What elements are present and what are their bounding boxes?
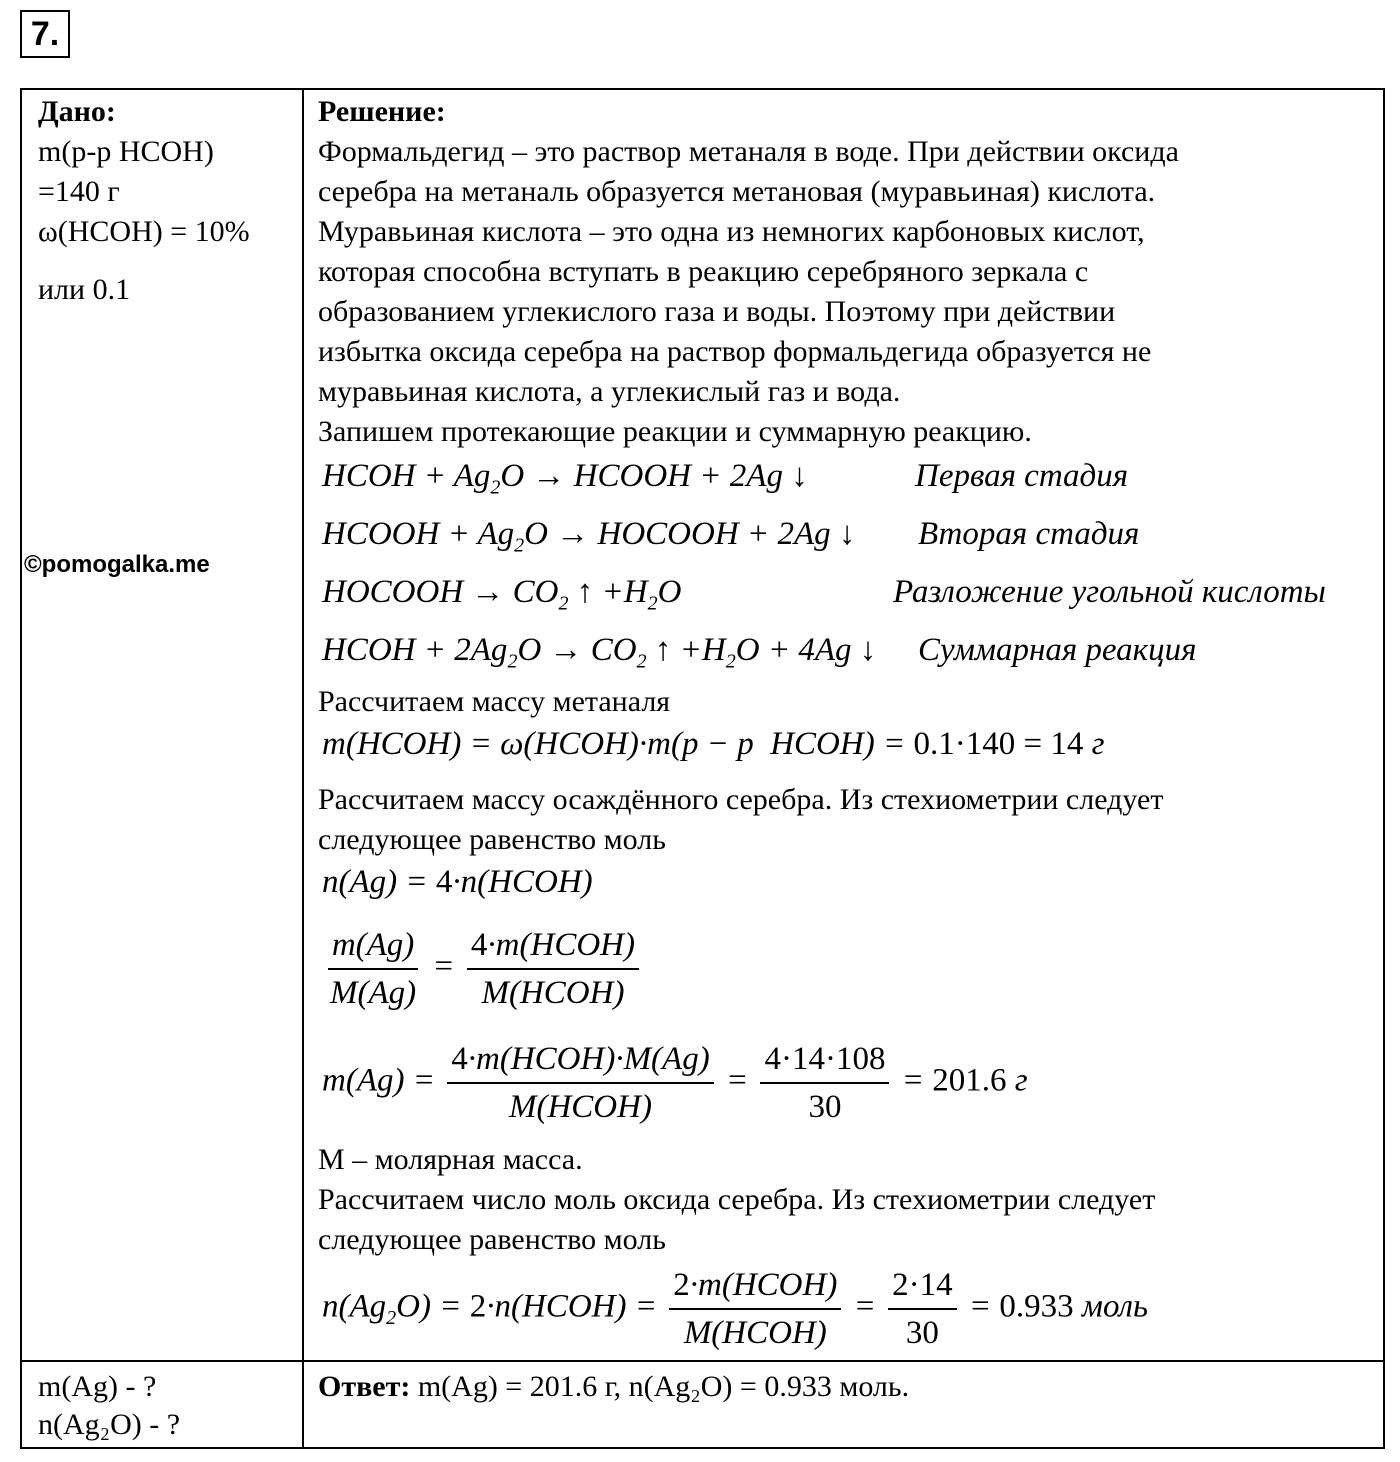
answer-text: m(Ag) = 201.6 г, n(Ag₂O) = 0.933 моль. [410,1370,910,1403]
text-line: Рассчитаем число моль оксида серебра. Из стехиометрии следует [318,1183,1156,1216]
formula-mass-hcoh: m(HCOH) = ω(HCOH)·m(p − p HCOH) = 0.1·140 = 14 г [322,726,1105,762]
watermark: ©pomogalka.me [24,551,210,578]
text-line: Формальдегид – это раствор метаналя в воде. При действии оксида [318,135,1179,168]
reaction-label: Суммарная реакция [918,632,1197,668]
text-line: которая способна вступать в реакцию серебряного зеркала с [318,255,1089,288]
text-block [318,780,1163,860]
formula-moles-ag: n(Ag) = 4·n(HCOH) [322,864,593,900]
given-line: ω(HCOH) = 10% [38,215,250,248]
solution-heading: Решение: [318,95,446,128]
reaction-label: Разложение угольной кислоты [893,574,1326,610]
reaction-4: HCOH + $2Ag_2O \to CO_2$ ↑ $+H_2O + 4Ag$ ↓ [322,632,877,673]
text-line: Запишем протекающие реакции и суммарную реакцию. [318,415,1032,448]
text-line: следующее равенство моль [318,1223,666,1256]
text-line: Рассчитаем массу метаналя [318,685,671,718]
given-line: =140 г [38,175,120,208]
text-line: серебра на метаналь образуется метановая (муравьиная) кислота. [318,175,1156,208]
problem-number: 7. [20,10,70,58]
reaction-2: HCOOH + $Ag_2O$ → HOCOOH + 2Ag ↓ [322,516,856,557]
answer [318,1368,909,1406]
given-heading: Дано: [38,95,116,128]
text-line: муравьиная кислота, а углекислый газ и вода. [318,375,901,408]
answer-label: Ответ: [318,1370,411,1403]
formula-mass-ag: m(Ag) = $\frac{\text{4·m(HCOH)·M(Ag)}}{\text{M(HCOH)}}$ = $\frac{4\cdot 14\cdot 108}{30}$ = 201.6 г [322,1036,1028,1130]
text-line: образованием углекислого газа и воды. Поэтому при действии [318,295,1116,328]
text-line: Муравьиная кислота – это одна из немногих карбоновых кислот, [318,215,1145,248]
text-line: M – молярная масса. [318,1143,583,1176]
reaction-label: Первая стадия [915,458,1129,494]
solution-paragraph [318,132,1179,452]
row-divider [20,1360,1385,1362]
column-divider [302,88,304,1449]
reaction-label: Вторая стадия [918,516,1140,552]
text-block [318,1180,1155,1260]
given-line: m(р-р HCOH) [38,135,214,168]
reaction-1: HCOH + $Ag_2O$ → HCOOH + 2Ag ↓ [322,458,808,499]
text-line: следующее равенство моль [318,823,666,856]
formula-moles-ag2o: $n(Ag_2O)$ = 2·n(HCOH) = $\frac{\text{2·m(HCOH)}}{\text{M(HCOH)}}$ = $\frac{2\cdot 14}{30}$ = 0.933 моль [322,1262,1148,1356]
reaction-3: HOCOOH → $CO_2$ ↑ $+H_2O$ [322,574,682,615]
formula-ratio: $\frac{m(Ag)}{M(Ag)}$ = $\frac{\text{4·m(HCOH)}}{\text{M(HCOH)}}$ [322,922,643,1016]
given-section [38,92,298,310]
given-line: или 0.1 [38,273,131,306]
find-line: n(Ag₂O) - ? [38,1408,181,1441]
text-line: избытка оксида серебра на раствор формальдегида образуется не [318,335,1152,368]
find-line: m(Ag) - ? [38,1370,157,1403]
find-section [38,1368,180,1444]
text-line: Рассчитаем массу осаждённого серебра. Из стехиометрии следует [318,783,1164,816]
